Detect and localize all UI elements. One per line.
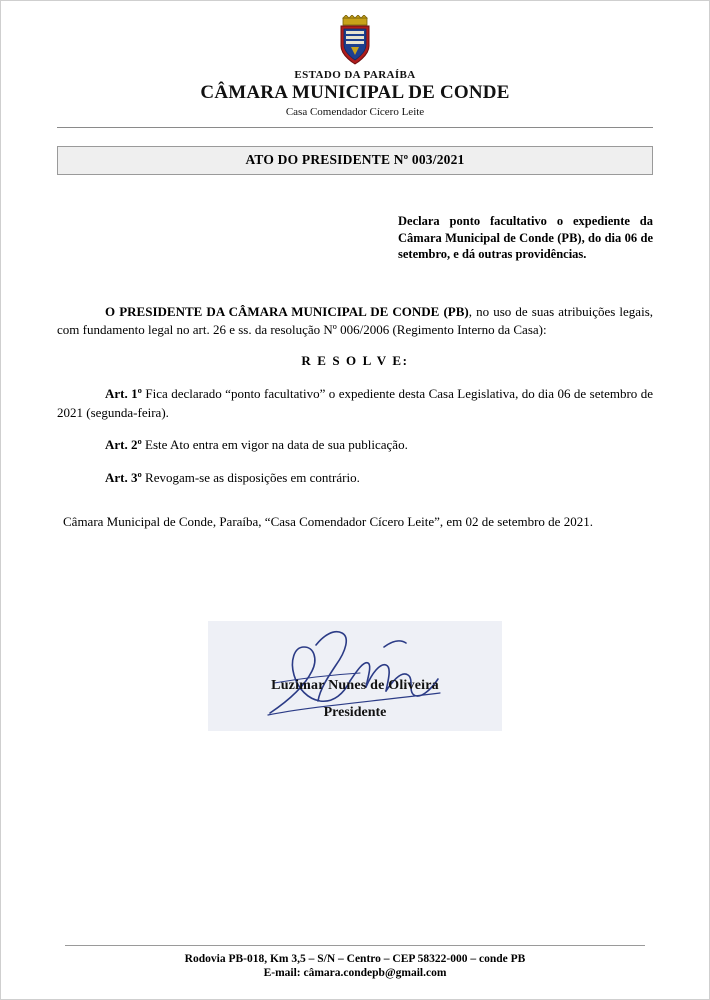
state-line: ESTADO DA PARAÍBA xyxy=(294,69,416,81)
closing-line: Câmara Municipal de Conde, Paraíba, “Casa Comendador Cícero Leite”, em 02 de setembro de 2021. xyxy=(63,514,593,530)
coat-of-arms-icon xyxy=(333,15,377,67)
preamble-bold: O PRESIDENTE DA CÂMARA MUNICIPAL DE CONDE (PB) xyxy=(105,303,469,319)
document-body xyxy=(57,303,653,532)
article-2 xyxy=(57,436,653,454)
footer-address: Rodovia PB-018, Km 3,5 – S/N – Centro – CEP 58322-000 – conde PB xyxy=(184,952,526,965)
article-1-text: Fica declarado “ponto facultativo” o expediente desta Casa Legislativa, do dia 06 de setembro de 2021 (segunda-feira). xyxy=(57,386,653,420)
footer-email: E-mail: câmara.condepb@gmail.com xyxy=(263,967,447,980)
article-2-text: Este Ato entra em vigor na data de sua publicação. xyxy=(141,437,408,453)
signature-block xyxy=(57,621,653,731)
institution-title: CÂMARA MUNICIPAL DE CONDE xyxy=(200,82,510,103)
article-3-text: Revogam-se as disposições em contrário. xyxy=(141,469,360,485)
signatory-name: Luzimar Nunes de Oliveira xyxy=(271,678,439,693)
institution-subtitle: Casa Comendador Cícero Leite xyxy=(285,106,425,118)
preamble-rest: , no uso de suas atribuições legais, com fundamento legal no art. 26 e ss. da resolução Nº 006/2006 (Regimento Interno da Casa): xyxy=(57,303,653,337)
document-footer xyxy=(57,945,653,981)
preamble-paragraph xyxy=(57,303,653,340)
resolve-heading: R E S O L V E: xyxy=(301,353,409,369)
footer-divider xyxy=(65,945,645,946)
document-content xyxy=(57,1,653,999)
ementa-block xyxy=(57,213,653,263)
article-3 xyxy=(57,469,653,487)
ementa-text: Declara ponto facultativo o expediente da Câmara Municipal de Conde (PB), do dia 06 de setembro, e dá outras providências. xyxy=(398,214,653,261)
article-2-label: Art. 2º xyxy=(105,437,142,453)
article-1-label: Art. 1º xyxy=(105,386,142,402)
document-header xyxy=(57,1,653,128)
signatory-role: Presidente xyxy=(323,705,387,720)
article-3-label: Art. 3º xyxy=(105,469,142,485)
header-divider xyxy=(57,127,653,128)
article-1 xyxy=(57,385,653,422)
act-title: ATO DO PRESIDENTE Nº 003/2021 xyxy=(245,152,465,167)
act-title-box xyxy=(57,146,653,175)
handwritten-signature-icon xyxy=(208,621,502,731)
